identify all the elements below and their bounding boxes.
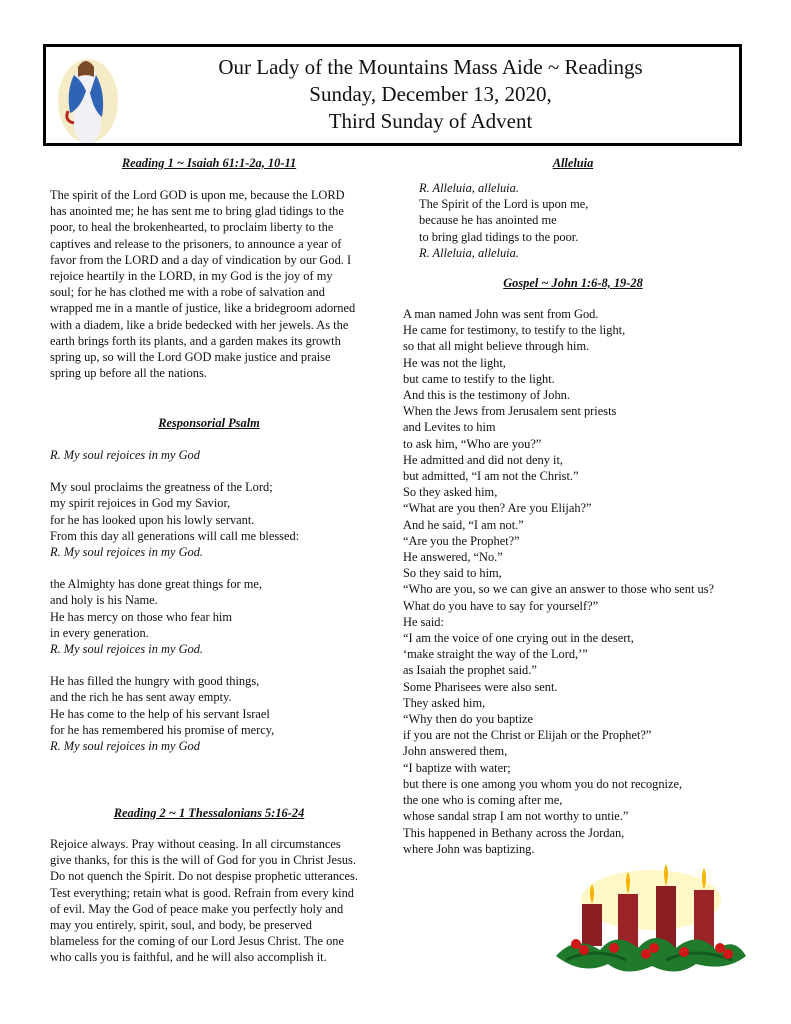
reading2-line: of evil. May the God of peace make you perfectly holy and — [50, 901, 344, 916]
gospel-text — [403, 306, 743, 857]
reading1-line: captives and release to the prisoners, to announce a year of — [50, 236, 342, 251]
advent-candles-icon — [556, 860, 746, 980]
reading2-line: give thanks, for this is the will of God for you in Christ Jesus. — [50, 853, 356, 868]
gospel-line: “I baptize with water; — [403, 760, 511, 775]
reading1-heading: Reading 1 ~ Isaiah 61:1-2a, 10-11 — [121, 156, 297, 170]
reading1-line: wrapped me in a mantle of justice, like a bridegroom adorned — [50, 301, 356, 316]
psalm-line: and holy is his Name. — [50, 593, 158, 608]
gospel-line: as Isaiah the prophet said.” — [403, 663, 537, 678]
reading2-text — [50, 836, 368, 966]
psalm-line: and the rich he has sent away empty. — [50, 690, 232, 705]
reading2-line: Do not quench the Spirit. Do not despise prophetic utterances. — [50, 869, 358, 884]
reading2-line: who calls you is faithful, and he will also accomplish it. — [50, 950, 327, 965]
psalm-response: R. My soul rejoices in my God. — [50, 642, 204, 657]
gospel-line: So they said to him, — [403, 566, 502, 581]
gospel-line: He said: — [403, 614, 444, 629]
reading2-line: Test everything; retain what is good. Refrain from every kind — [50, 885, 354, 900]
title-line-3: Third Sunday of Advent — [328, 109, 533, 133]
reading1-line: The spirit of the Lord GOD is upon me, because the LORD — [50, 188, 345, 202]
psalm-line: From this day all generations will call me blessed: — [50, 528, 300, 543]
reading1-line: has anointed me; he has sent me to bring glad tidings to the — [50, 204, 344, 219]
psalm-line: for he has looked upon his lowly servant. — [50, 512, 255, 527]
psalm-line: My soul proclaims the greatness of the Lord; — [50, 480, 273, 495]
reading1-line: earth brings forth its plants, and a garden makes its growth — [50, 333, 341, 348]
gospel-line: “Why then do you baptize — [403, 712, 534, 727]
gospel-line: A man named John was sent from God. — [403, 307, 599, 321]
gospel-line: but admitted, “I am not the Christ.” — [403, 469, 579, 484]
gospel-line: And he said, “I am not.” — [403, 517, 524, 532]
gospel-line: ‘make straight the way of the Lord,’” — [403, 647, 588, 662]
mary-figure-icon — [52, 51, 122, 145]
reading2-line: blameless for the coming of our Lord Jesus Christ. The one — [50, 934, 344, 949]
alleluia-response: R. Alleluia, alleluia. — [419, 245, 519, 260]
gospel-line: “I am the voice of one crying out in the desert, — [403, 631, 634, 646]
psalm-line: in every generation. — [50, 625, 149, 640]
gospel-line: “Are you the Prophet?” — [403, 533, 520, 548]
psalm-response: R. My soul rejoices in my God — [50, 739, 200, 754]
gospel-line: the one who is coming after me, — [403, 793, 563, 808]
gospel-line: and Levites to him — [403, 420, 496, 435]
gospel-line: He was not the light, — [403, 355, 506, 370]
psalm-line: the Almighty has done great things for me, — [50, 577, 262, 592]
gospel-line: He admitted and did not deny it, — [403, 452, 564, 467]
reading2-heading: Reading 2 ~ 1 Thessalonians 5:16-24 — [113, 806, 305, 820]
gospel-line: to ask him, “Who are you?” — [403, 436, 542, 451]
gospel-line: He answered, “No.” — [403, 550, 503, 565]
psalm-line: He has filled the hungry with good things, — [50, 674, 260, 689]
psalm-text — [50, 447, 368, 754]
reading1-line: poor, to heal the brokenhearted, to proclaim liberty to the — [50, 220, 334, 235]
psalm-line: my spirit rejoices in God my Savior, — [50, 496, 231, 511]
reading1-line: favor from the LORD and a day of vindication by our God. I — [50, 252, 352, 267]
header-box — [43, 44, 742, 146]
gospel-line: Some Pharisees were also sent. — [403, 679, 558, 694]
alleluia-response: R. Alleluia, alleluia. — [419, 181, 519, 195]
gospel-line: So they asked him, — [403, 485, 498, 500]
alleluia-line: because he has anointed me — [419, 213, 557, 228]
reading2-line: Rejoice always. Pray without ceasing. In all circumstances — [50, 837, 341, 851]
reading1-line: spring up before all the nations. — [50, 366, 207, 381]
psalm-response: R. My soul rejoices in my God — [50, 448, 200, 462]
gospel-line: but there is one among you whom you do not recognize, — [403, 776, 683, 791]
reading1-text — [50, 187, 368, 381]
reading2-line: may you entirely, spirit, soul, and body, be preserved — [50, 918, 312, 933]
gospel-line: He came for testimony, to testify to the light, — [403, 323, 626, 338]
gospel-line: “What are you then? Are you Elijah?” — [403, 501, 592, 516]
alleluia-heading: Alleluia — [552, 156, 594, 170]
gospel-line: but came to testify to the light. — [403, 371, 555, 386]
gospel-line: What do you have to say for yourself?” — [403, 598, 599, 613]
reading1-line: spring up, so will the Lord GOD make justice and praise — [50, 350, 331, 365]
gospel-line: so that all might believe through him. — [403, 339, 590, 354]
reading1-line: rejoice heartily in the LORD, in my God is the joy of my — [50, 269, 333, 284]
gospel-line: “Who are you, so we can give an answer to those who sent us? — [403, 582, 715, 597]
alleluia-line: The Spirit of the Lord is upon me, — [419, 197, 589, 212]
gospel-line: When the Jews from Jerusalem sent priests — [403, 404, 617, 419]
alleluia-text — [419, 180, 739, 261]
psalm-line: He has mercy on those who fear him — [50, 609, 233, 624]
gospel-line: if you are not the Christ or Elijah or the Prophet?” — [403, 728, 652, 743]
gospel-line: This happened in Bethany across the Jordan, — [403, 825, 625, 840]
gospel-line: And this is the testimony of John. — [403, 388, 570, 403]
gospel-line: They asked him, — [403, 695, 486, 710]
psalm-heading: Responsorial Psalm — [158, 416, 260, 430]
title-line-2: Sunday, December 13, 2020, — [309, 82, 552, 106]
gospel-line: John answered them, — [403, 744, 508, 759]
gospel-line: whose sandal strap I am not worthy to untie.” — [403, 809, 629, 824]
reading1-line: with a diadem, like a bride bedecked with her jewels. As the — [50, 317, 349, 332]
reading1-line: soul; for he has clothed me with a robe of salvation and — [50, 285, 325, 300]
psalm-line: He has come to the help of his servant Israel — [50, 706, 270, 721]
gospel-line: where John was baptizing. — [403, 841, 535, 856]
psalm-line: for he has remembered his promise of mercy, — [50, 722, 275, 737]
gospel-heading: Gospel ~ John 1:6-8, 19-28 — [503, 276, 643, 290]
title-line-1: Our Lady of the Mountains Mass Aide ~ Readings — [218, 55, 643, 79]
psalm-response: R. My soul rejoices in my God. — [50, 545, 204, 560]
alleluia-line: to bring glad tidings to the poor. — [419, 229, 579, 244]
